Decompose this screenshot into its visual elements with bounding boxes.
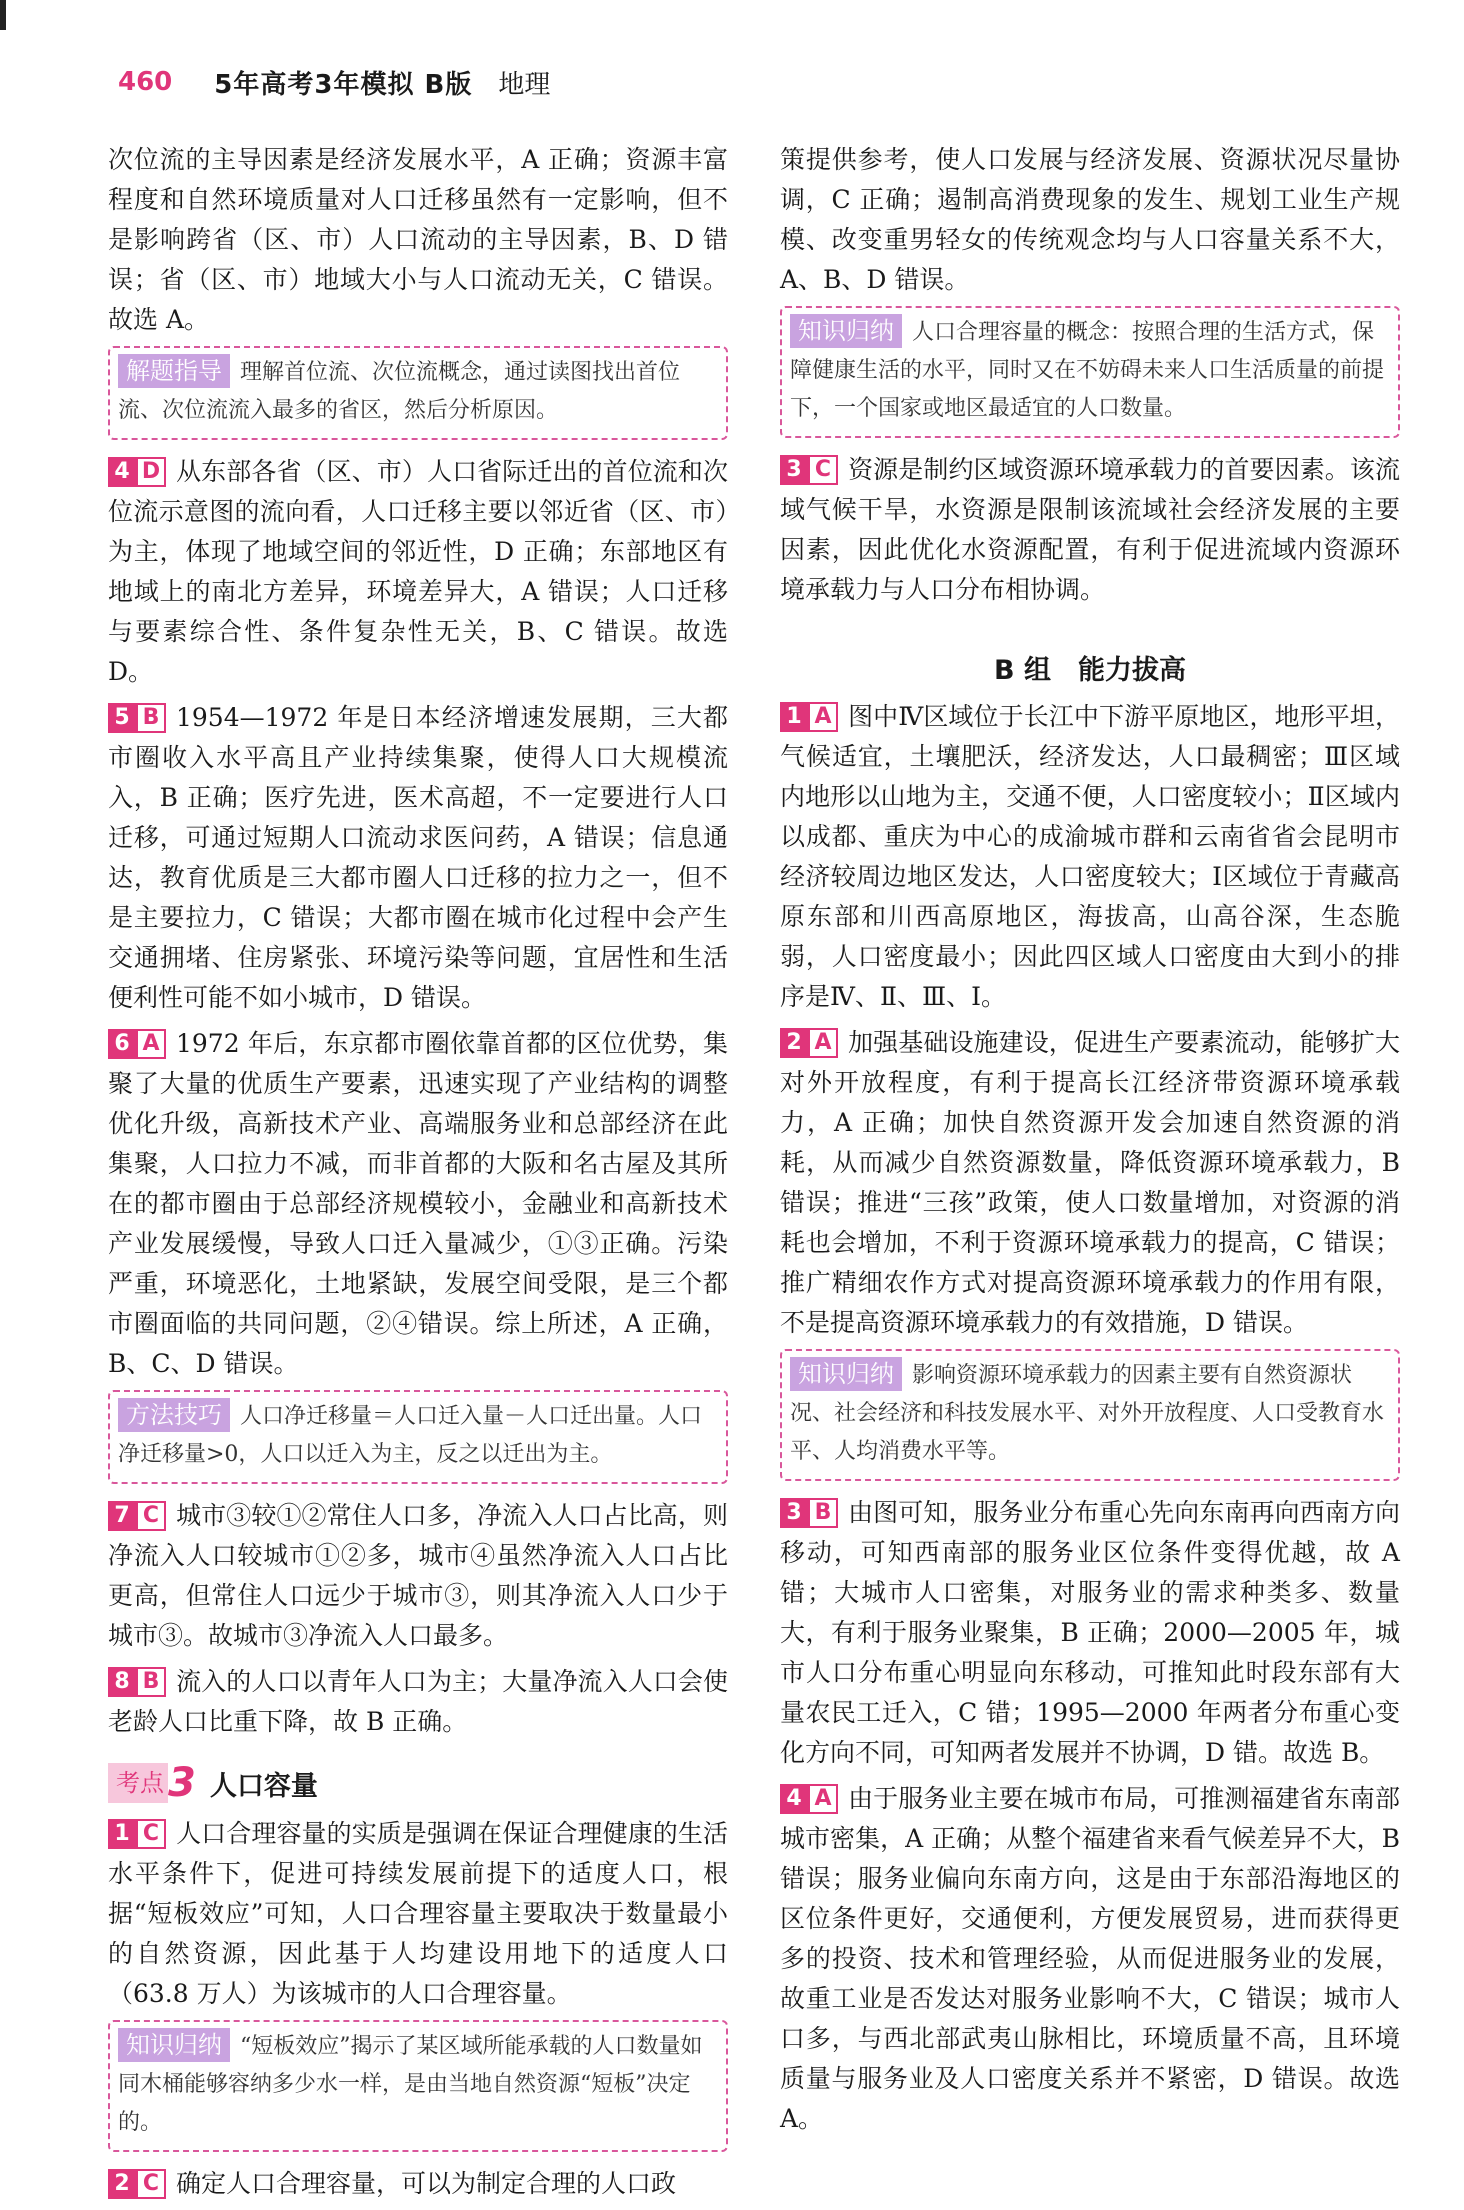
answer-text: 流入的人口以青年人口为主；大量净流入人口会使老龄人口比重下降，故 B 正确。: [108, 1667, 728, 1736]
answer-item: [108, 1024, 728, 1384]
question-number: 8: [108, 1667, 136, 1697]
tip-text: 人口合理容量的概念：按照合理的生活方式，保障健康生活的水平，同时又在不妨碍未来人口生活质量的前提下，一个国家或地区最适宜的人口数量。: [790, 320, 1385, 421]
question-number: 2: [108, 2169, 136, 2199]
answer-letter: A: [136, 1029, 166, 1059]
answer-letter: A: [808, 702, 838, 732]
answer-item: [108, 698, 728, 1018]
answer-badge: [780, 1784, 838, 1814]
answer-badge: [780, 1498, 838, 1528]
answer-letter: A: [808, 1028, 838, 1058]
answer-text: 图中Ⅳ区域位于长江中下游平原地区，地形平坦，气候适宜，土壤肥沃，经济发达，人口最稠密；Ⅲ区域内地形以山地为主，交通不便，人口密度较小；Ⅱ区域内以成都、重庆为中心的成渝城市群和云南省省会昆明市经济较周边地区发达，人口密度较大；Ⅰ区域位于青藏高原东部和川西高原地区，海拔高，山高谷深，生态脆弱，人口密度最小；因此四区域人口密度由大到小的排序是Ⅳ、Ⅱ、Ⅲ、Ⅰ。: [780, 702, 1400, 1011]
answer-text: 1972 年后，东京都市圈依靠首都的区位优势，集聚了大量的优质生产要素，迅速实现了产业结构的调整优化升级，高新技术产业、高端服务业和总部经济在此集聚，人口拉力不减，而非首都的大阪和名古屋及其所在的都市圈由于总部经济规模较小，金融业和高新技术产业发展缓慢，导致人口迁入量减少，①③正确。污染严重，环境恶化，土地紧缺，发展空间受限，是三个都市圈面临的共同问题，②④错误。综上所述，A 正确，B、C、D 错误。: [108, 1029, 728, 1378]
question-number: 1: [108, 1819, 136, 1849]
tip-tag: 方法技巧: [118, 1398, 230, 1432]
answer-badge: [108, 1819, 166, 1849]
answer-item: [108, 452, 728, 692]
answer-badge: [780, 1028, 838, 1058]
answer-text: 1954—1972 年是日本经济增速发展期，三大都市圈收入水平高且产业持续集聚，使得人口大规模流入，B 正确；医疗先进，医术高超，不一定要进行人口迁移，可通过短期人口流动求医问药，A 错误；信息通达，教育优质是三大都市圈人口迁移的拉力之一，但不是主要拉力，C 错误；大都市圈在城市化过程中会产生交通拥堵、住房紧张、环境污染等问题，宜居性和生活便利性可能不如小城市，D 错误。: [108, 703, 728, 1012]
group-title: B 组 能力拔高: [994, 655, 1186, 686]
answer-badge: [108, 1501, 166, 1531]
question-number: 6: [108, 1029, 136, 1059]
answer-letter: D: [136, 457, 166, 487]
tip-box: [780, 1349, 1400, 1481]
answer-item: [108, 1814, 728, 2014]
answer-text: 由图可知，服务业分布重心先向东南再向西南方向移动，可知西南部的服务业区位条件变得优越，故 A 错；大城市人口密集，对服务业的需求种类多、数量大，有利于服务业聚集，B 正确；2000—2005 年，城市人口分布重心明显向东移动，可推知此时段东部有大量农民工迁入，C 错；1995—2000 年两者分布重心变化方向不同，可知两者发展并不协调，D 错。故选 B。: [780, 1498, 1400, 1767]
answer-text: 城市③较①②常住人口多，净流入人口占比高，则净流入人口较城市①②多，城市④虽然净流入人口占比更高，但常住人口远少于城市③，则其净流入人口少于城市③。故城市③净流入人口最多。: [108, 1501, 728, 1650]
tip-tag: 知识归纳: [118, 2028, 230, 2062]
answer-item: [780, 1493, 1400, 1773]
answer-text: 加强基础设施建设，促进生产要素流动，能够扩大对外开放程度，有利于提高长江经济带资源环境承载力，A 正确；加快自然资源开发会加速自然资源的消耗，从而减少自然资源数量，降低资源环境承载力，B 错误；推进“三孩”政策，使人口数量增加，对资源的消耗也会增加，不利于资源环境承载力的提高，C 错误；推广精细农作方式对提高资源环境承载力的作用有限，不是提高资源环境承载力的有效措施，D 错误。: [780, 1028, 1400, 1337]
answer-badge: [108, 2169, 166, 2199]
subject-label: 地理: [498, 69, 551, 100]
page-header: [118, 62, 550, 102]
tip-tag: 解题指导: [118, 354, 230, 388]
answer-badge: [108, 1029, 166, 1059]
tip-box: [780, 306, 1400, 438]
tip-text: 影响资源环境承载力的因素主要有自然资源状况、社会经济和科技发展水平、对外开放程度、人口受教育水平、人均消费水平等。: [790, 1363, 1385, 1464]
answer-letter: C: [136, 1501, 166, 1531]
answer-badge: [108, 457, 166, 487]
question-number: 4: [108, 457, 136, 487]
answer-text: 从东部各省（区、市）人口省际迁出的首位流和次位流示意图的流向看，人口迁移主要以邻近省（区、市）为主，体现了地域空间的邻近性，D 正确；东部地区有地域上的南北方差异，环境差异大，A 错误；人口迁移与要素综合性、条件复杂性无关，B、C 错误。故选 D。: [108, 457, 728, 686]
left-column: [108, 140, 728, 2210]
question-number: 3: [780, 455, 808, 485]
section-title: 人口容量: [209, 1770, 318, 1802]
answer-letter: B: [136, 703, 166, 733]
answer-item: [108, 1662, 728, 1742]
tip-box: [108, 2020, 728, 2152]
tip-text: “短板效应”揭示了某区域所能承载的人口数量如同木桶能够容纳多少水一样，是由当地自然资源“短板”决定的。: [118, 2034, 703, 2135]
answer-badge: [108, 703, 166, 733]
answer-text: 由于服务业主要在城市布局，可推测福建省东南部城市密集，A 正确；从整个福建省来看气候差异不大，B 错误；服务业偏向东南方向，这是由于东部沿海地区的区位条件更好，交通便利，方便发展贸易，进而获得更多的投资、技术和管理经验，从而促进服务业的发展，故重工业是否发达对服务业影响不大，C 错误；城市人口多，与西北部武夷山脉相比，环境质量不高，且环境质量与服务业及人口密度关系并不紧密，D 错误。故选 A。: [780, 1784, 1400, 2133]
answer-item: [108, 1496, 728, 1656]
page-number: 460: [118, 67, 173, 97]
section-number: 3: [168, 1760, 196, 1806]
answer-letter: A: [808, 1784, 838, 1814]
answer-text: 资源是制约区域资源环境承载力的首要因素。该流域气候干旱，水资源是限制该流域社会经济发展的主要因素，因此优化水资源配置，有利于促进流域内资源环境承载力与人口分布相协调。: [780, 455, 1400, 604]
answer-item: [780, 450, 1400, 610]
answer-letter: C: [136, 2169, 166, 2199]
answer-item: [780, 1779, 1400, 2139]
paragraph: 次位流的主导因素是经济发展水平，A 正确；资源丰富程度和自然环境质量对人口迁移虽然有一定影响，但不是影响跨省（区、市）人口流动的主导因素，B、D 错误；省（区、市）地域大小与人口流动无关，C 错误。故选 A。: [108, 145, 728, 334]
tip-tag: 知识归纳: [790, 314, 902, 348]
section-heading: [108, 1760, 728, 1806]
answer-badge: [780, 455, 838, 485]
section-tag: 考点: [108, 1763, 168, 1803]
answer-text: 人口合理容量的实质是强调在保证合理健康的生活水平条件下，促进可持续发展前提下的适度人口，根据“短板效应”可知，人口合理容量主要取决于数量最小的自然资源，因此基于人均建设用地下的适度人口（63.8 万人）为该城市的人口合理容量。: [108, 1819, 728, 2008]
answer-item: [108, 2164, 728, 2204]
tip-text: 理解首位流、次位流概念，通过读图找出首位流、次位流流入最多的省区，然后分析原因。: [118, 360, 681, 423]
tip-box: [108, 1390, 728, 1484]
right-column: [780, 140, 1400, 2145]
tip-box: [108, 346, 728, 440]
question-number: 7: [108, 1501, 136, 1531]
answer-text: 确定人口合理容量，可以为制定合理的人口政: [176, 2169, 677, 2198]
question-number: 1: [780, 702, 808, 732]
answer-letter: C: [808, 455, 838, 485]
answer-item: [780, 697, 1400, 1017]
answer-letter: B: [136, 1667, 166, 1697]
tip-tag: 知识归纳: [790, 1357, 902, 1391]
paragraph: 策提供参考，使人口发展与经济发展、资源状况尽量协调，C 正确；遏制高消费现象的发生、规划工业生产规模、改变重男轻女的传统观念均与人口容量关系不大，A、B、D 错误。: [780, 145, 1400, 294]
question-number: 3: [780, 1498, 808, 1528]
answer-letter: C: [136, 1819, 166, 1849]
tip-text: 人口净迁移量＝人口迁入量－人口迁出量。人口净迁移量>0，人口以迁入为主，反之以迁出为主。: [118, 1404, 703, 1467]
question-number: 2: [780, 1028, 808, 1058]
answer-badge: [108, 1667, 166, 1697]
answer-letter: B: [808, 1498, 838, 1528]
question-number: 5: [108, 703, 136, 733]
answer-item: [780, 1023, 1400, 1343]
book-title: 5年高考3年模拟 B版: [214, 69, 473, 100]
answer-badge: [780, 702, 838, 732]
question-number: 4: [780, 1784, 808, 1814]
page-edge-mark: [0, 0, 6, 30]
